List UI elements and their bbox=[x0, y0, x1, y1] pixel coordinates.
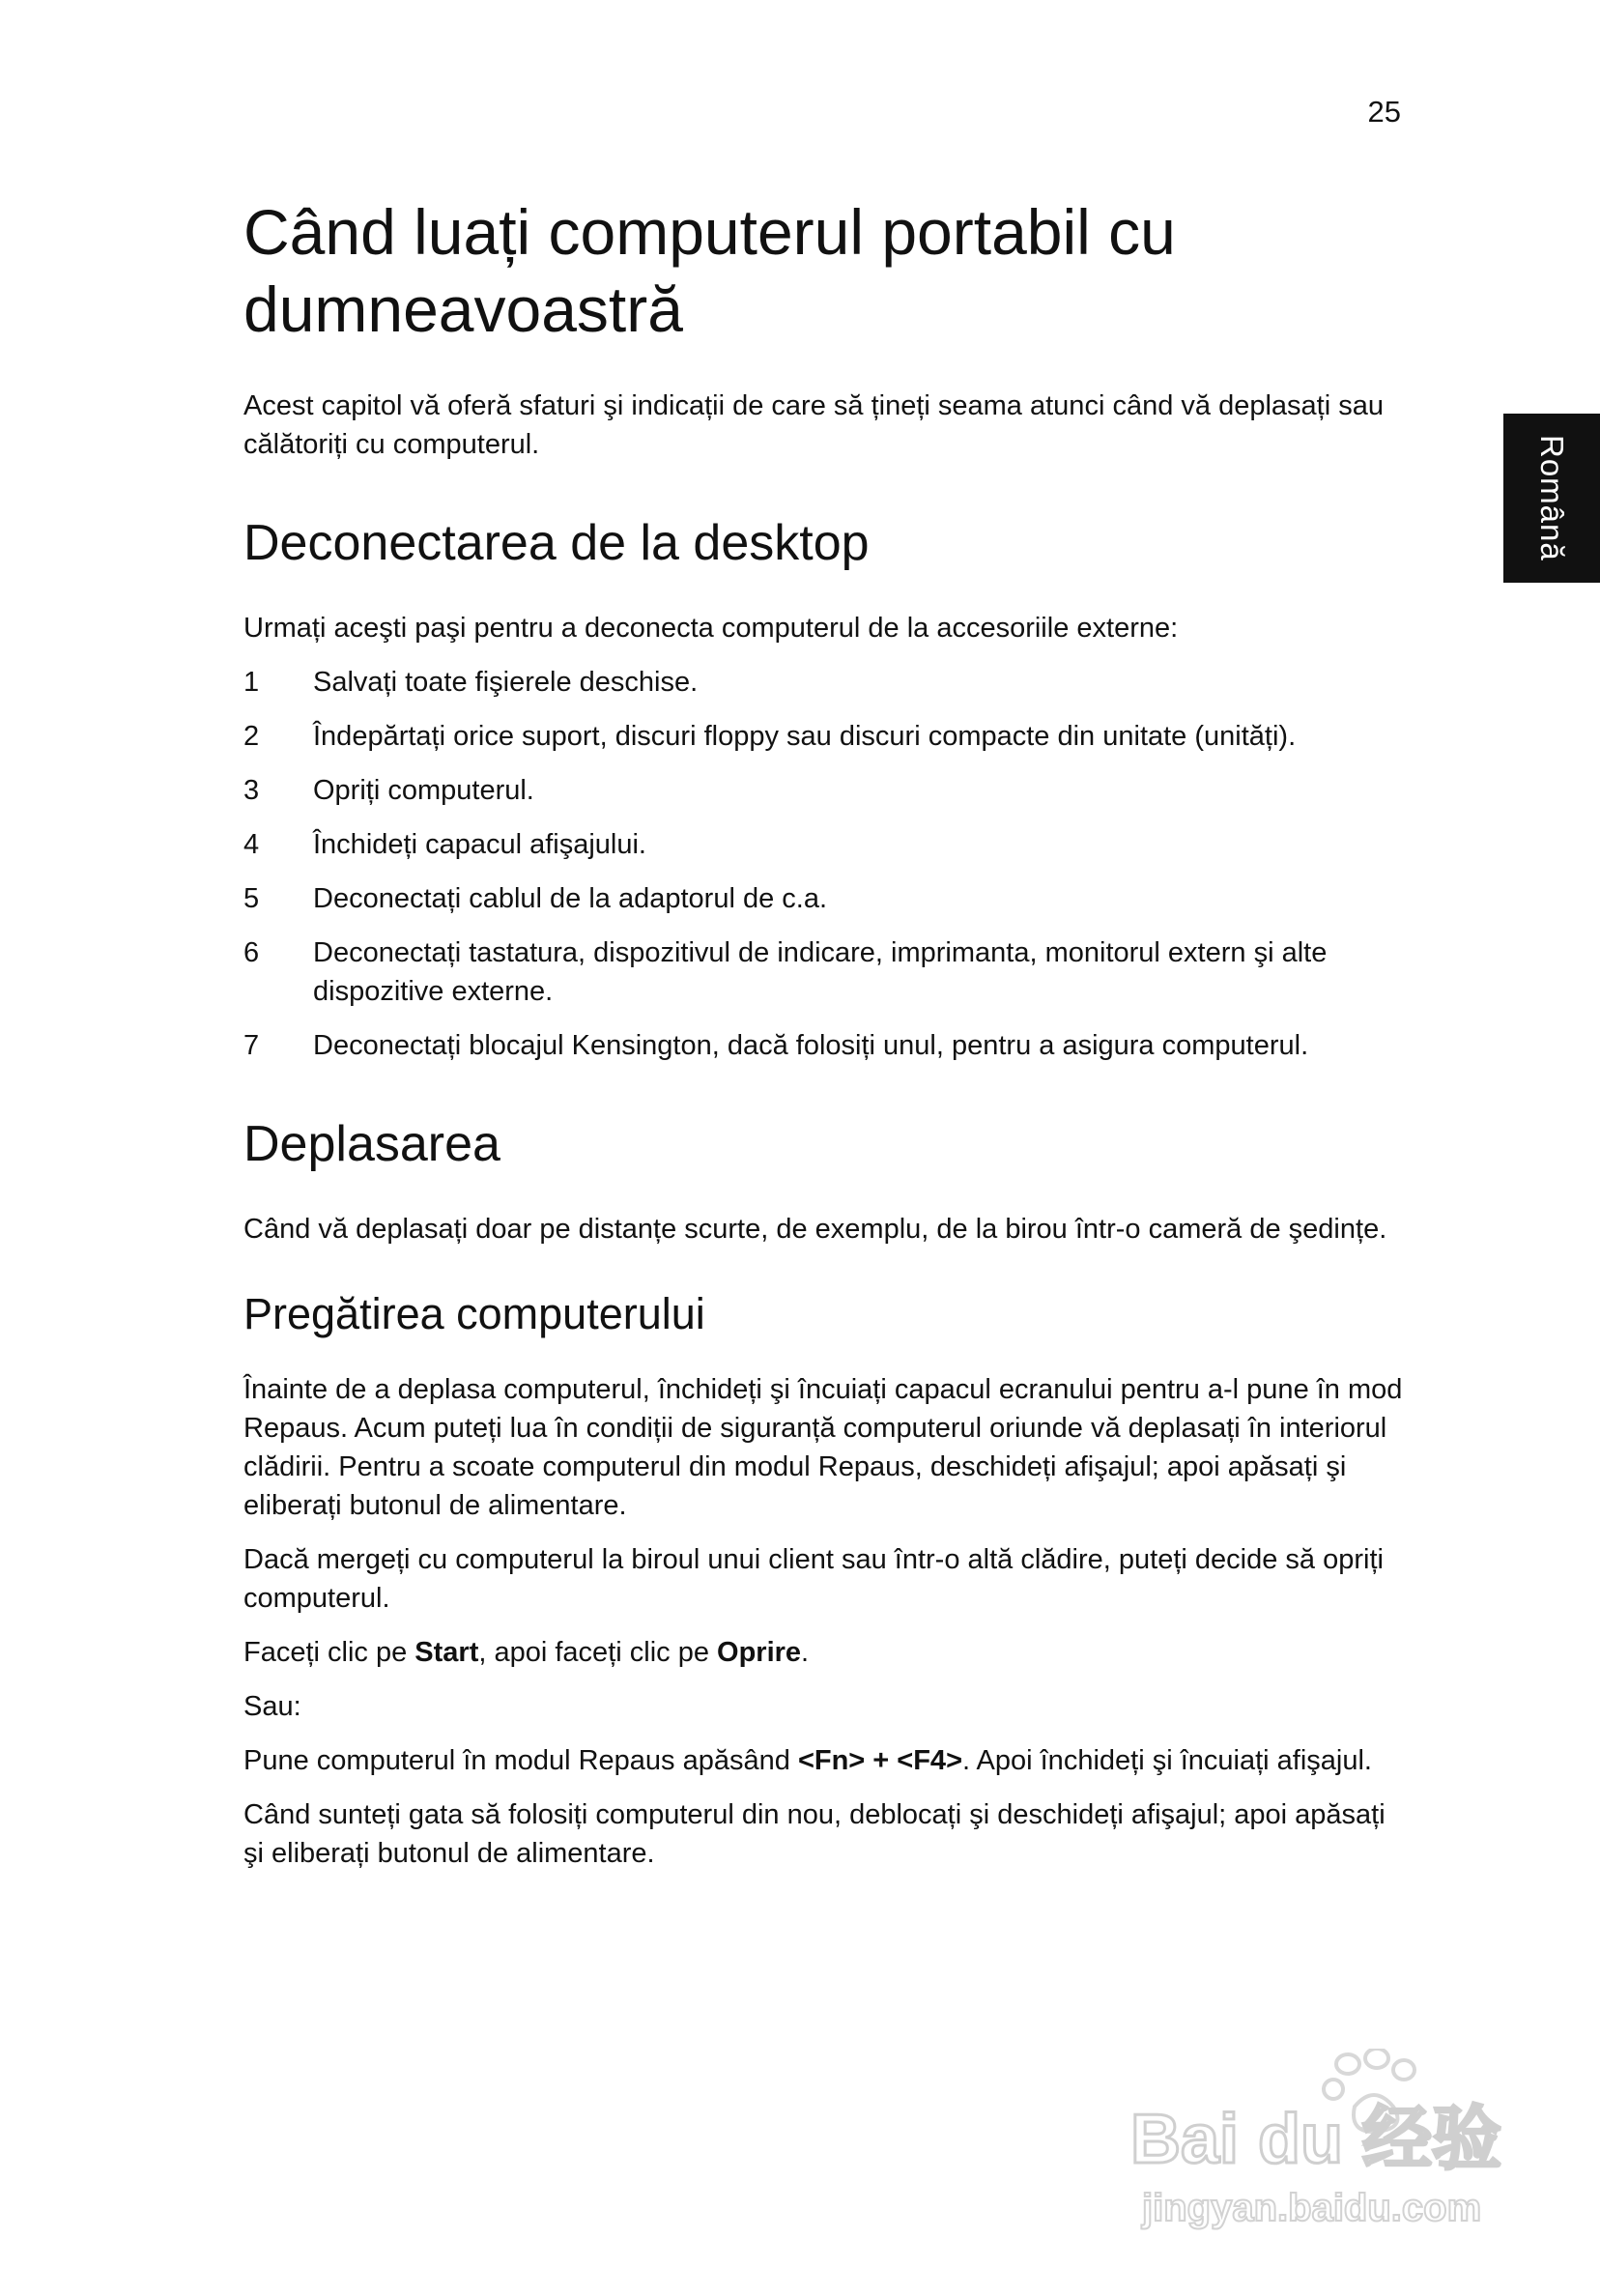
chapter-intro: Acest capitol vă oferă sfaturi şi indicații de care să țineți seama atunci când vă deplasați sau călătoriți cu computerul. bbox=[243, 390, 1384, 460]
step-text: Deconectați tastatura, dispozitivul de indicare, imprimanta, monitorul extern şi alte dispozitive externe. bbox=[313, 937, 1328, 1007]
list-item bbox=[243, 879, 1403, 918]
language-side-tab-label: Română bbox=[1534, 435, 1570, 561]
list-item bbox=[243, 717, 1403, 756]
step-number: 4 bbox=[243, 829, 260, 860]
page-title: Când luați computerul portabil cu dumneavoastră bbox=[243, 196, 1176, 345]
subsection-heading-pregatirea: Pregătirea computerului bbox=[243, 1289, 705, 1338]
step-number: 6 bbox=[243, 937, 260, 968]
text-run: Faceți clic pe bbox=[243, 1637, 415, 1668]
list-item bbox=[243, 825, 1403, 864]
step-text: Îndepărtați orice suport, discuri floppy sau discuri compacte din unitate (unități). bbox=[313, 721, 1297, 752]
paragraph-client: Dacă mergeți cu computerul la biroul unui client sau într-o altă clădire, puteți decide să opriți computerul. bbox=[243, 1544, 1384, 1614]
step-number: 5 bbox=[243, 883, 260, 914]
step-number: 7 bbox=[243, 1030, 260, 1061]
language-side-tab bbox=[1503, 414, 1600, 583]
section-heading-deplasarea: Deplasarea bbox=[243, 1116, 500, 1172]
list-item bbox=[243, 933, 1403, 1011]
paragraph-sau: Sau: bbox=[243, 1691, 301, 1722]
paragraph-start-oprire bbox=[243, 1633, 1403, 1672]
section-intro-deconectarea: Urmați aceşti paşi pentru a deconecta computerul de la accesoriile externe: bbox=[243, 613, 1179, 644]
step-text: Salvați toate fişierele deschise. bbox=[313, 667, 699, 698]
step-text: Deconectați blocajul Kensington, dacă folosiți unul, pentru a asigura computerul. bbox=[313, 1030, 1309, 1061]
step-text: Închideți capacul afişajului. bbox=[313, 829, 646, 860]
section-intro-deplasarea: Când vă deplasați doar pe distanțe scurte, de exemplu, de la birou într-o cameră de şedințe. bbox=[243, 1214, 1387, 1245]
oprire-label: Oprire bbox=[717, 1637, 802, 1668]
paw-toe-icon bbox=[1324, 2080, 1343, 2099]
step-number: 3 bbox=[243, 775, 260, 806]
watermark-brand: Bai du 经验 bbox=[1130, 2101, 1502, 2178]
step-number: 2 bbox=[243, 721, 260, 752]
key-combo-label: <Fn> + <F4> bbox=[797, 1745, 963, 1776]
text-run: , apoi faceți clic pe bbox=[478, 1637, 718, 1668]
list-item bbox=[243, 663, 1403, 702]
paragraph-repaus: Înainte de a deplasa computerul, închideți şi încuiați capacul ecranului pentru a-l pune în mod Repaus. Acum puteți lua în condiții de siguranță computerul oriunde vă deplasați în interiorul clădirii. Pentru a scoate computerul din modul Repaus, deschideți afişajul; apoi apăsați şi eliberați butonul de alimentare. bbox=[243, 1374, 1403, 1521]
page-content bbox=[243, 193, 1403, 1888]
paragraph-reopen: Când sunteți gata să folosiți computerul din nou, deblocați şi deschideți afişajul; apoi apăsați şi eliberați butonul de alimentare. bbox=[243, 1799, 1386, 1869]
text-run: . Apoi închideți şi încuiați afişajul. bbox=[962, 1745, 1372, 1776]
list-item bbox=[243, 1026, 1403, 1065]
list-item bbox=[243, 771, 1403, 810]
section-heading-deconectarea: Deconectarea de la desktop bbox=[243, 515, 870, 571]
text-run: . bbox=[801, 1637, 810, 1668]
paw-toe-icon bbox=[1336, 2054, 1359, 2074]
paw-toe-icon bbox=[1365, 2049, 1388, 2068]
text-run: Pune computerul în modul Repaus apăsând bbox=[243, 1745, 798, 1776]
baidu-watermark bbox=[1130, 2049, 1507, 2232]
page-number: 25 bbox=[1367, 95, 1401, 129]
step-text: Deconectați cablul de la adaptorul de c.a. bbox=[313, 883, 828, 914]
start-label: Start bbox=[414, 1637, 479, 1668]
paragraph-fn-f4 bbox=[243, 1741, 1403, 1780]
step-text: Opriți computerul. bbox=[313, 775, 534, 806]
steps-list bbox=[243, 663, 1403, 1065]
step-number: 1 bbox=[243, 667, 260, 698]
watermark-url: jingyan.baidu.com bbox=[1142, 2187, 1482, 2229]
paw-toe-icon bbox=[1393, 2060, 1414, 2080]
